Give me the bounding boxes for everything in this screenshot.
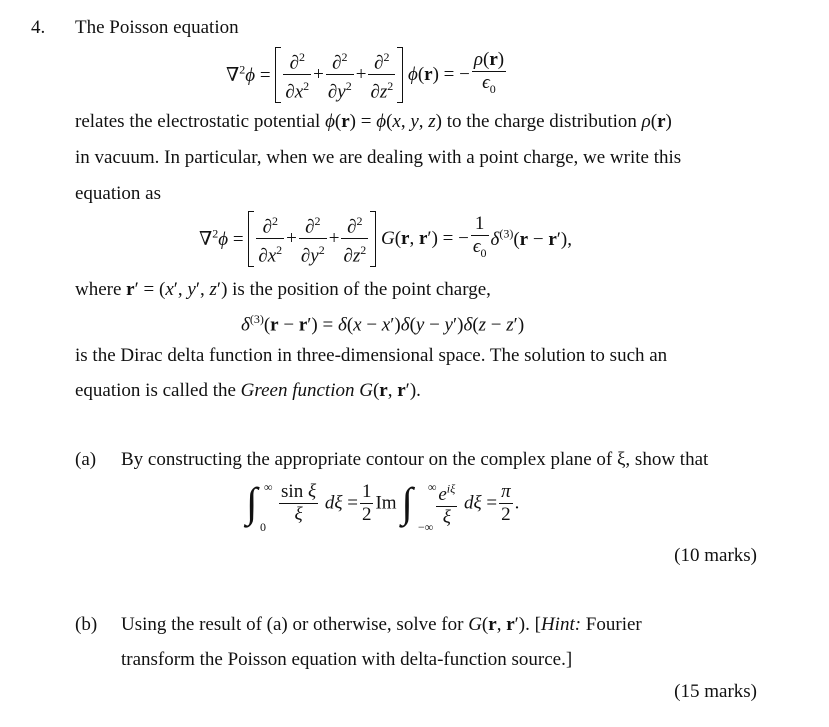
intro-text: The Poisson equation [75,17,239,38]
integral-equation: ∫ ∞ 0 $\frac{\text{sin ξ}}{\xi}$ dξ = $\frac{1}{2}$ Im ∫ ∞ −∞ $\frac{e^{i\xi}}{\xi}$ dξ = $\frac{\pi}{2}$ . [246,480,520,534]
part-a-text: By constructing the appropriate contour on the complex plane of ξ, show that [121,449,709,470]
part-b-line-2: transform the Poisson equation with delta-function source.] [121,649,573,670]
part-b-label: (b) [75,614,98,635]
part-b-line-1: Using the result of (a) or otherwise, solve for G(r, r′). [Hint: Fourier [121,614,642,635]
paragraph-line-2: in vacuum. In particular, when we are dealing with a point charge, we write this [75,147,682,168]
part-a-label: (a) [75,449,97,470]
green-equation: ∇$^2$ϕ = $\frac{\partial^2}{\partial x^2}$ + $\frac{\partial^2}{\partial y^2}$ + $\frac{\partial^2}{\partial z^2}$ G(r, r′) = − $\frac{1}{\epsilon_0}$ $\delta^{(3)}(r - r')$, [199,210,572,270]
delta-line-1: is the Dirac delta function in three-dimensional space. The solution to such an [75,345,668,366]
delta-line-2: equation is called the Green function G(r, r′). [75,380,421,401]
poisson-equation: ∇$^2$ϕ = $\frac{\partial^2}{\partial x^2}$ + $\frac{\partial^2}{\partial y^2}$ + $\frac{\partial^2}{\partial z^2}$ ϕ(r) = − $\frac{\rho(r)}{\epsilon_0}$ [226,46,508,106]
question-number: 4. [31,17,46,38]
delta-definition: $\delta^{(3)}(r - r') = \delta(x - x')\delta(y - y')\delta(z - z')$ [241,312,525,336]
part-b-marks: (15 marks) [674,681,757,702]
paragraph-line-3: equation as [75,183,162,204]
paragraph-line-1: relates the electrostatic potential ϕ(r) = ϕ(x, y, z) to the charge distribution ρ(r) [75,111,672,132]
part-a-marks: (10 marks) [674,545,757,566]
where-line: where r′ = (x′, y′, z′) is the position of the point charge, [75,279,491,300]
